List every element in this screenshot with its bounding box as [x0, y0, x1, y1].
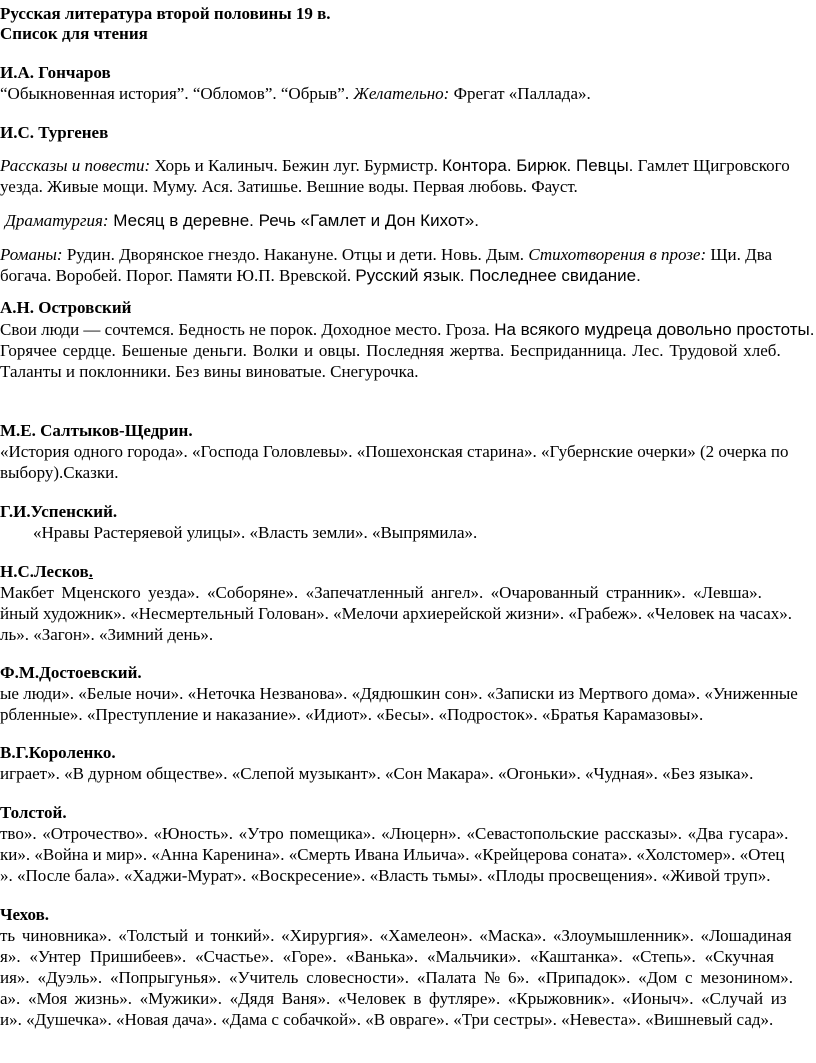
uspensky-line1: «Нравы Растеряевой улицы». «Власть земли». «Выпрямила».	[33, 523, 478, 542]
turgenev-prose-poems-b: Русский язык. Последнее свидание.	[355, 266, 641, 285]
turgenev-stories-line1	[0, 156, 790, 176]
author-leskov-dot: .	[88, 562, 93, 581]
dostoevsky-line1: ые люди». «Белые ночи». «Неточка Незванова». «Дядюшкин сон». «Записки из Мертвого дома». «Униженные	[0, 684, 798, 703]
author-chekhov: Чехов.	[0, 905, 50, 924]
saltykov-line2: выбору).Сказки.	[0, 463, 119, 482]
turgenev-stories-c: Гамлет Щигровского	[633, 156, 790, 175]
goncharov-novels: “Обыкновенная история”. “Обломов”. “Обрыв”.	[0, 84, 354, 103]
tolstoy-line2: ки». «Война и мир». «Анна Каренина». «Смерть Ивана Ильича». «Крейцерова соната». «Холстомер». «Отец	[0, 845, 785, 864]
chekhov-line3: ия». «Дуэль». «Попрыгунья». «Учитель словесности». «Палата № 6». «Припадок». «Дом с мезонином».	[0, 968, 794, 987]
page-title: Русская литература второй половины 19 в.	[0, 4, 331, 23]
goncharov-optional-works: Фрегат «Паллада».	[449, 84, 591, 103]
author-saltykov: М.Е. Салтыков-Щедрин.	[0, 421, 193, 440]
leskov-line1: Макбет Мценского уезда». «Соборяне». «Запечатленный ангел». «Очарованный странник». «Левша».	[0, 583, 762, 602]
saltykov-line1: «История одного города». «Господа Головлевы». «Пошехонская старина». «Губернские очерки» (2 очерка по	[0, 442, 789, 461]
chekhov-line2: я». «Унтер Пришибеев». «Счастье». «Горе». «Ванька». «Мальчики». «Каштанка». «Степь». «Скучная	[0, 947, 774, 966]
goncharov-works	[0, 84, 591, 104]
turgenev-stories-line2: уезда. Живые мощи. Муму. Ася. Затишье. Вешние воды. Первая любовь. Фауст.	[0, 177, 578, 196]
leskov-line3: ль». «Загон». «Зимний день».	[0, 625, 214, 644]
chekhov-line5: и». «Душечка». «Новая дача». «Дама с собачкой». «В овраге». «Три сестры». «Невеста». «Вишневый сад».	[0, 1010, 774, 1029]
author-dostoevsky: Ф.М.Достоевский.	[0, 663, 142, 682]
page-subtitle: Список для чтения	[0, 24, 148, 43]
ostrovsky-line1-a: Свои люди — сочтемся. Бедность не порок. Доходное место. Гроза.	[0, 320, 495, 339]
author-tolstoy: Толстой.	[0, 803, 67, 822]
tolstoy-line3: ». «После бала». «Хаджи-Мурат». «Воскресение». «Власть тьмы». «Плоды просвещения». «Живой труп».	[0, 866, 771, 885]
turgenev-stories-a: Хорь и Калиныч. Бежин луг. Бурмистр.	[150, 156, 443, 175]
author-leskov-name: Н.С.Лесков	[0, 562, 89, 581]
tolstoy-line1: тво». «Отрочество». «Юность». «Утро помещика». «Люцерн». «Севастопольские рассказы». «Два гусара».	[0, 824, 789, 843]
leskov-line2: йный художник». «Несмертельный Голован». «Мелочи архиерейской жизни». «Грабеж». «Человек на часах».	[0, 604, 793, 623]
ostrovsky-line3: Таланты и поклонники. Без вины виноватые. Снегурочка.	[0, 362, 419, 381]
chekhov-line4: а». «Моя жизнь». «Мужики». «Дядя Ваня». «Человек в футляре». «Крыжовник». «Ионыч». «Случай из	[0, 989, 787, 1008]
turgenev-prose-poems-line1: Щи. Два	[706, 245, 773, 264]
turgenev-prose-poems-line2	[0, 266, 641, 286]
chekhov-line1: ть чиновника». «Толстый и тонкий». «Хирургия». «Хамелеон». «Маска». «Злоумышленник». «Лошадиная	[0, 926, 792, 945]
ostrovsky-line2: Горячее сердце. Бешеные деньги. Волки и овцы. Последняя жертва. Бесприданница. Лес. Трудовой хлеб.	[0, 341, 781, 360]
turgenev-drama-works: Месяц в деревне. Речь «Гамлет и Дон Кихот».	[108, 211, 479, 230]
turgenev-prose-poems-a: богача. Воробей. Порог. Памяти Ю.П. Вревской.	[0, 266, 356, 285]
turgenev-novels	[0, 245, 772, 265]
ostrovsky-line1	[0, 320, 815, 340]
author-turgenev: И.С. Тургенев	[0, 123, 109, 142]
turgenev-novels-label: Романы:	[0, 245, 63, 264]
korolenko-line1: играет». «В дурном обществе». «Слепой музыкант». «Сон Макара». «Огоньки». «Чудная». «Без языка».	[0, 764, 754, 783]
author-ostrovsky: А.Н. Островский	[0, 298, 132, 317]
turgenev-stories-b: Контора. Бирюк. Певцы.	[442, 156, 634, 175]
goncharov-optional-label: Желательно:	[353, 84, 450, 103]
author-leskov	[0, 562, 93, 582]
ostrovsky-line1-b: На всякого мудреца довольно простоты.	[494, 320, 815, 339]
author-korolenko: В.Г.Короленко.	[0, 743, 116, 762]
turgenev-drama	[5, 211, 479, 231]
turgenev-novels-works: Рудин. Дворянское гнездо. Накануне. Отцы и дети. Новь. Дым.	[62, 245, 529, 264]
turgenev-prose-poems-label: Стихотворения в прозе:	[528, 245, 707, 264]
dostoevsky-line2: рбленные». «Преступление и наказание». «Идиот». «Бесы». «Подросток». «Братья Карамазовы».	[0, 705, 704, 724]
author-goncharov: И.А. Гончаров	[0, 63, 111, 82]
turgenev-drama-label: Драматургия:	[5, 211, 109, 230]
turgenev-stories-label: Рассказы и повести:	[0, 156, 151, 175]
author-uspensky: Г.И.Успенский.	[0, 502, 118, 521]
